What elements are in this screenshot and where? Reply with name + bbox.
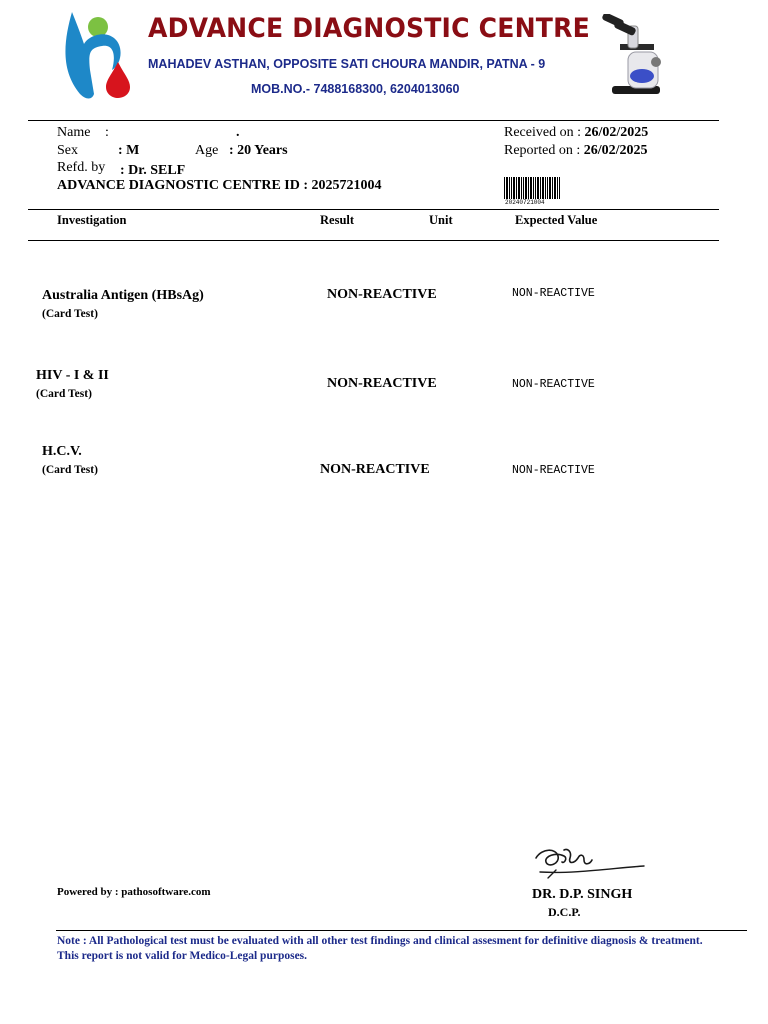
barcode-icon bbox=[504, 177, 560, 199]
microscope-icon bbox=[598, 14, 670, 96]
col-investigation: Investigation bbox=[57, 213, 127, 227]
refd-value: : Dr. SELF bbox=[120, 163, 186, 178]
age-value: : 20 Years bbox=[229, 143, 288, 158]
test-name: Australia Antigen (HBsAg) bbox=[42, 288, 204, 303]
col-expected: Expected Value bbox=[515, 213, 598, 227]
name-value: . bbox=[236, 125, 240, 140]
name-colon: : bbox=[105, 125, 109, 140]
test-method: (Card Test) bbox=[36, 388, 92, 400]
age-label: Age bbox=[195, 143, 219, 158]
powered-by: Powered by : pathosoftware.com bbox=[57, 886, 211, 898]
doctor-name: DR. D.P. SINGH bbox=[532, 887, 633, 902]
col-unit: Unit bbox=[429, 213, 453, 227]
reported-line bbox=[504, 143, 648, 159]
refd-label: Refd. by bbox=[57, 160, 106, 175]
test-result: NON-REACTIVE bbox=[320, 462, 430, 477]
note-line-1: Note : All Pathological test must be evaluated with all other test findings and clinical assesment for definitive diagnosis & treatment. bbox=[57, 935, 703, 947]
doctor-degree: D.C.P. bbox=[548, 905, 581, 919]
column-divider bbox=[28, 240, 719, 241]
info-divider bbox=[28, 209, 719, 210]
lab-title: ADVANCE DIAGNOSTIC CENTRE bbox=[148, 13, 590, 44]
sex-label: Sex bbox=[57, 143, 78, 158]
lab-mobile: MOB.NO.- 7488168300, 6204013060 bbox=[251, 82, 460, 96]
note-line-2: This report is not valid for Medico-Legal purposes. bbox=[57, 950, 308, 962]
received-value: 26/02/2025 bbox=[584, 125, 649, 140]
doctor-signature bbox=[534, 844, 646, 882]
header-divider bbox=[28, 120, 719, 121]
sex-value: : M bbox=[118, 143, 140, 158]
barcode-number: 20240721004 bbox=[505, 199, 545, 206]
centre-id: ADVANCE DIAGNOSTIC CENTRE ID : 2025721004 bbox=[57, 178, 382, 193]
test-expected: NON-REACTIVE bbox=[512, 287, 595, 300]
test-result: NON-REACTIVE bbox=[327, 376, 437, 391]
received-line bbox=[504, 125, 648, 141]
test-name: H.C.V. bbox=[42, 444, 82, 459]
test-expected: NON-REACTIVE bbox=[512, 464, 595, 477]
name-label: Name bbox=[57, 125, 91, 140]
test-method: (Card Test) bbox=[42, 464, 98, 476]
lab-logo-icon bbox=[62, 10, 137, 102]
lab-address: MAHADEV ASTHAN, OPPOSITE SATI CHOURA MANDIR, PATNA - 9 bbox=[148, 57, 546, 71]
reported-label: Reported on : bbox=[504, 143, 581, 158]
received-label: Received on : bbox=[504, 125, 581, 140]
test-result: NON-REACTIVE bbox=[327, 287, 437, 302]
reported-value: 26/02/2025 bbox=[583, 143, 648, 158]
test-expected: NON-REACTIVE bbox=[512, 378, 595, 391]
test-name: HIV - I & II bbox=[36, 368, 109, 383]
col-result: Result bbox=[320, 213, 355, 227]
test-method: (Card Test) bbox=[42, 308, 98, 320]
footer-divider bbox=[56, 930, 747, 931]
